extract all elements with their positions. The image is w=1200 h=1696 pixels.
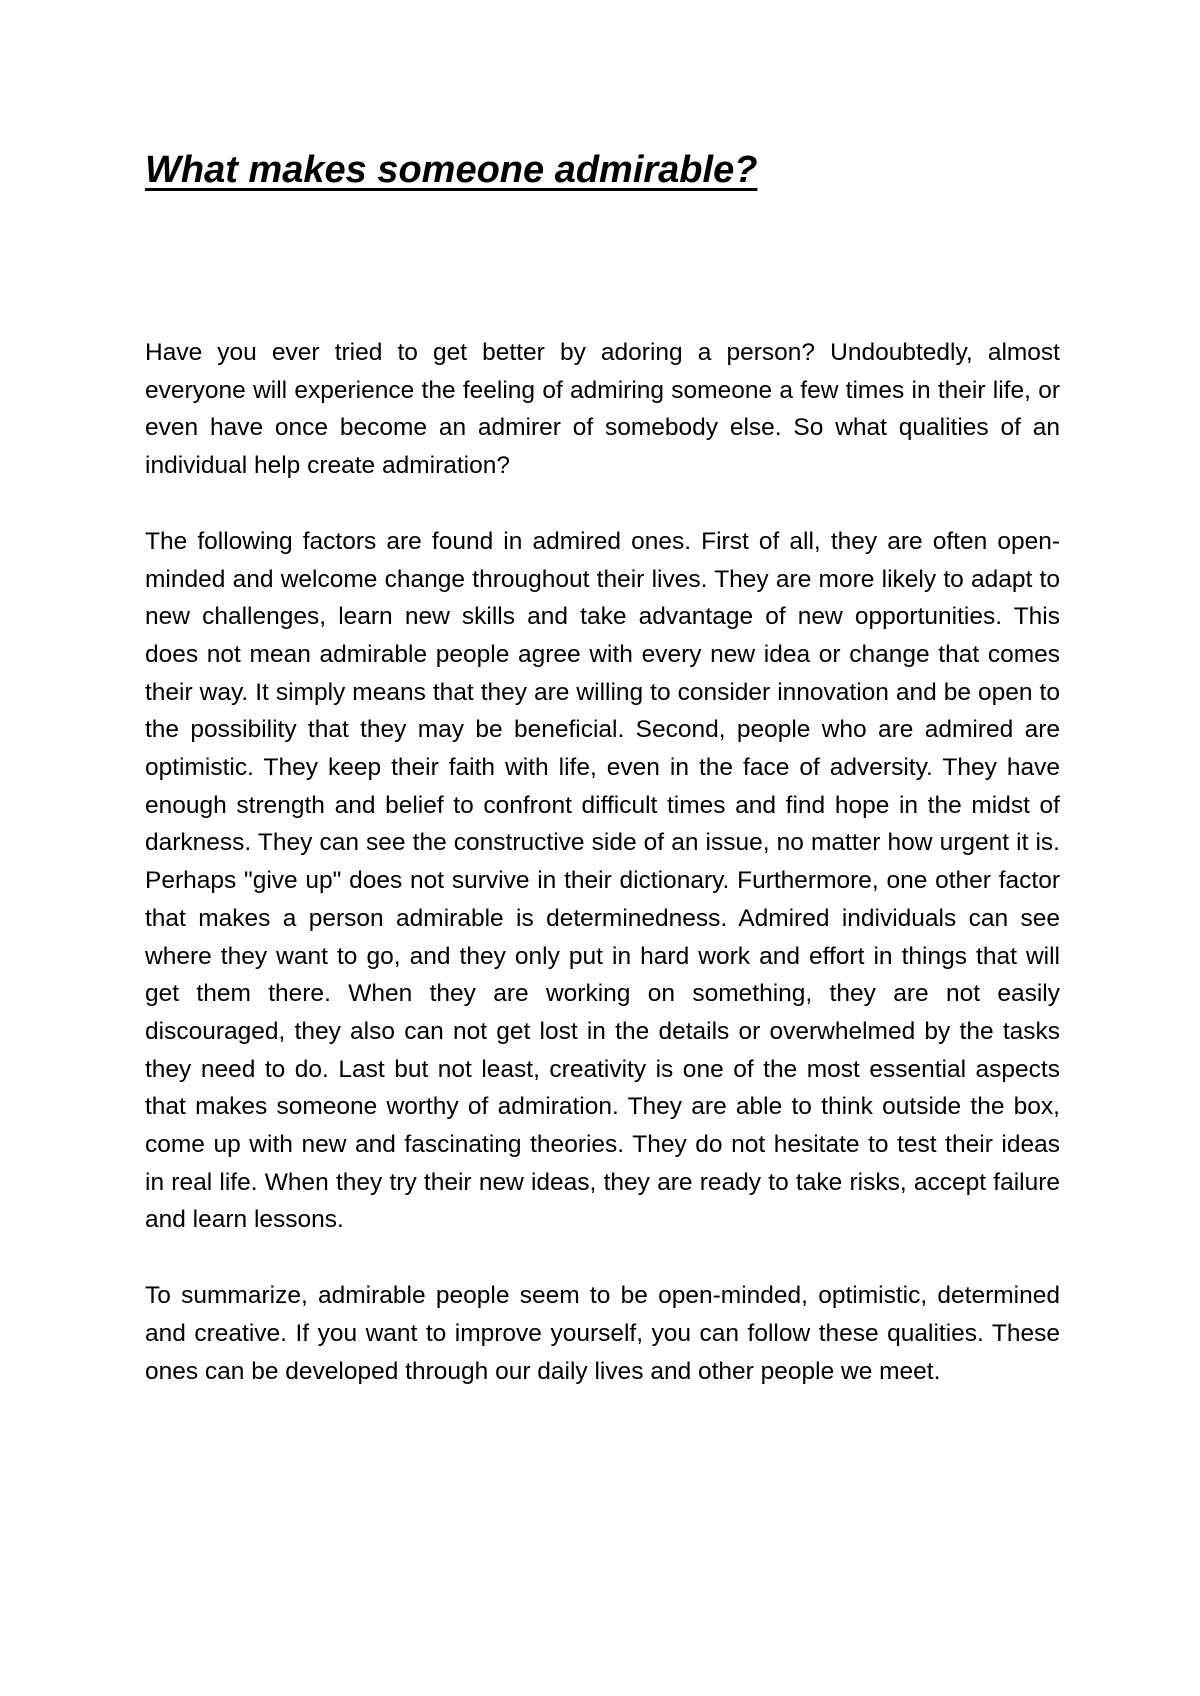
document-body [145,334,1060,1390]
paragraph-conclusion: To summarize, admirable people seem to be open-minded, optimistic, determined and creative. If you want to improve yourself, you can follow these qualities. These ones can be developed through our daily lives and other people we meet. [145,1282,1060,1385]
paragraph-factors: The following factors are found in admired ones. First of all, they are often open-minded and welcome change throughout their lives. They are more likely to adapt to new challenges, learn new skills and take advantage of new opportunities. This does not mean admirable people agree with every new idea or change that comes their way. It simply means that they are willing to consider innovation and be open to the possibility that they may be beneficial. Second, people who are admired are optimistic. They keep their faith with life, even in the face of adversity. They have enough strength and belief to confront difficult times and find hope in the midst of darkness. They can see the constructive side of an issue, no matter how urgent it is. Perhaps "give up" does not survive in their dictionary. Furthermore, one other factor that makes a person admirable is determinedness. Admired individuals can see where they want to go, and they only put in hard work and effort in things that will get them there. When they are working on something, they are not easily discouraged, they also can not get lost in the details or overwhelmed by the tasks they need to do. Last but not least, creativity is one of the most essential aspects that makes someone worthy of admiration. They are able to think outside the box, come up with new and fascinating theories. They do not hesitate to test their ideas in real life. When they try their new ideas, they are ready to take risks, accept failure and learn lessons. [145,527,1060,1234]
document-title: What makes someone admirable? [145,149,758,191]
paragraph-introduction: Have you ever tried to get better by adoring a person? Undoubtedly, almost everyone will experience the feeling of admiring someone a few times in their life, or even have once become an admirer of somebody else. So what qualities of an individual help create admiration? [145,339,1060,480]
